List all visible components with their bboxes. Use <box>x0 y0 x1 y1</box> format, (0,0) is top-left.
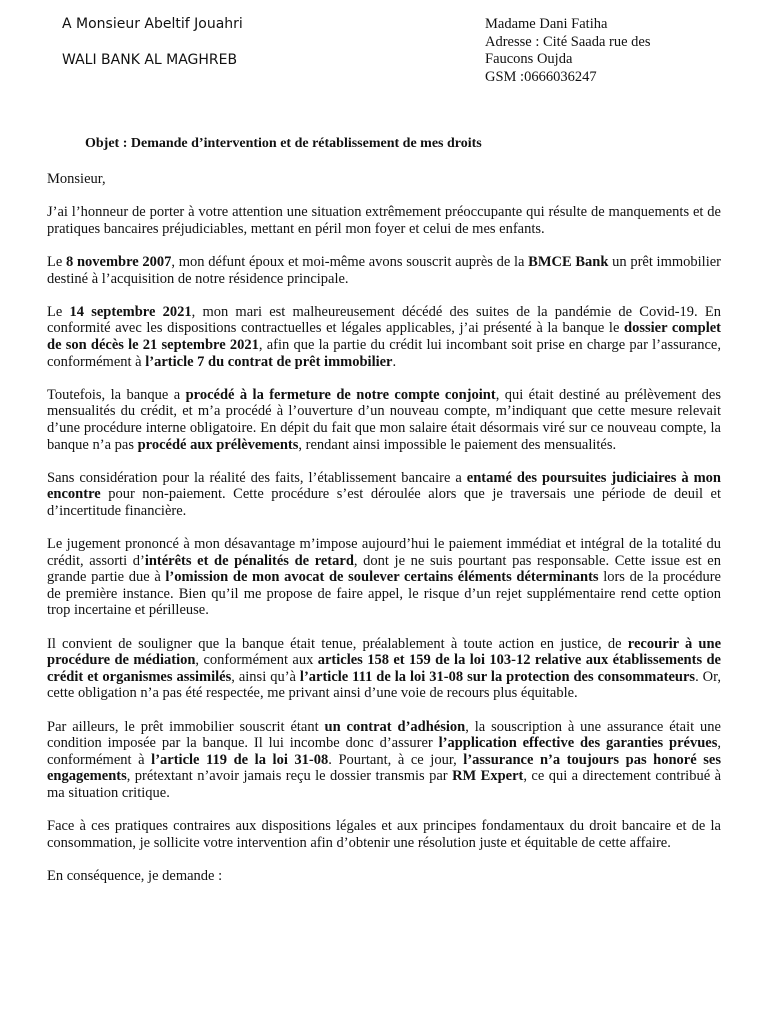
recipient-organization: WALI BANK AL MAGHREB <box>62 52 238 68</box>
sender-address-line-2: Faucons Oujda <box>485 51 573 67</box>
recipient-name: A Monsieur Abeltif Jouahri <box>62 16 243 32</box>
paragraph-lawsuit: Sans considération pour la réalité des faits, l’établissement bancaire a entamé des poursuites judiciaires à mon encontre pour non-paiement. Cette procédure s’est déroulée alors que je traversais une période de deuil et d’incertitude financière. <box>47 469 721 519</box>
paragraph-death: Le 14 septembre 2021, mon mari est malheureusement décédé des suites de la pandémie de Covid-19. En conformité avec les dispositions contractuelles et légales applicables, j’ai présenté à la banque le dossier complet de son décès le 21 septembre 2021, afin que la partie du crédit lui incombant soit prise en charge par l’assurance, conformément à l’article 7 du contrat de prêt immobilier. <box>47 303 721 370</box>
salutation: Monsieur, <box>47 171 106 187</box>
paragraph-insurance: Par ailleurs, le prêt immobilier souscrit étant un contrat d’adhésion, la souscription à une assurance était une condition imposée par la banque. Il lui incombe donc d’assurer l’application effective des garanties prévues, conformément à l’article 119 de la loi 31-08. Pourtant, à ce jour, l’assurance n’a toujours pas honoré ses engagements, prétextant n’avoir jamais reçu le dossier transmis par RM Expert, ce qui a directement contribué à ma situation critique. <box>47 718 722 801</box>
sender-phone: GSM :0666036247 <box>485 68 597 85</box>
paragraph-request: Face à ces pratiques contraires aux dispositions légales et aux principes fondamentaux du droit bancaire et de la consommation, je sollicite votre intervention afin d’obtenir une résolution juste et équitable de cette affaire. <box>47 818 721 851</box>
sender-block <box>485 16 685 86</box>
paragraph-account: Toutefois, la banque a procédé à la fermeture de notre compte conjoint, qui était destiné au prélèvement des mensualités du crédit, et m’a procédé à l’ouverture d’un nouveau compte, m’indiquant que cette mesure relevait d’une procédure interne obligatoire. En dépit du fait que mon salaire était désormais viré sur ce nouveau compte, la banque n’a pas procédé aux prélèvements, rendant ainsi impossible le paiement des mensualités. <box>47 386 722 453</box>
paragraph-conclusion: En conséquence, je demande : <box>47 867 223 884</box>
paragraph-loan: Le 8 novembre 2007, mon défunt époux et moi-même avons souscrit auprès de la BMCE Bank un prêt immobilier destiné à l’acquisition de notre résidence principale. <box>47 253 721 287</box>
letter-body <box>47 171 721 885</box>
letter-subject: Objet : Demande d’intervention et de rétablissement de mes droits <box>85 136 482 151</box>
sender-name: Madame Dani Fatiha <box>485 16 608 32</box>
paragraph-mediation: Il convient de souligner que la banque était tenue, préalablement à toute action en justice, de recourir à une procédure de médiation, conformément aux articles 158 et 159 de la loi 103-12 relative aux établissements de crédit et organismes assimilés, ainsi qu’à l’article 111 de la loi 31-08 sur la protection des consommateurs. Or, cette obligation n’a pas été respectée, me privant ainsi d’une voie de recours plus équitable. <box>47 635 721 702</box>
paragraph-judgment: Le jugement prononcé à mon désavantage m’impose aujourd’hui le paiement immédiat et intégral de la totalité du crédit, assorti d’intérêts et de pénalités de retard, dont je ne suis pourtant pas responsable. Cette issue est en grande partie due à l’omission de mon avocat de soulever certains éléments déterminants lors de la procédure de première instance. Bien qu’il me propose de faire appel, le risque d’un rejet supplémentaire rend cette option trop incertaine et périlleuse. <box>47 536 721 619</box>
paragraph-intro: J’ai l’honneur de porter à votre attention une situation extrêmement préoccupante qui résulte de manquements et de pratiques bancaires préjudiciables, mettant en péril mon foyer et celui de mes enfants. <box>47 204 721 237</box>
sender-address-line-1: Adresse : Cité Saada rue des <box>485 33 651 50</box>
